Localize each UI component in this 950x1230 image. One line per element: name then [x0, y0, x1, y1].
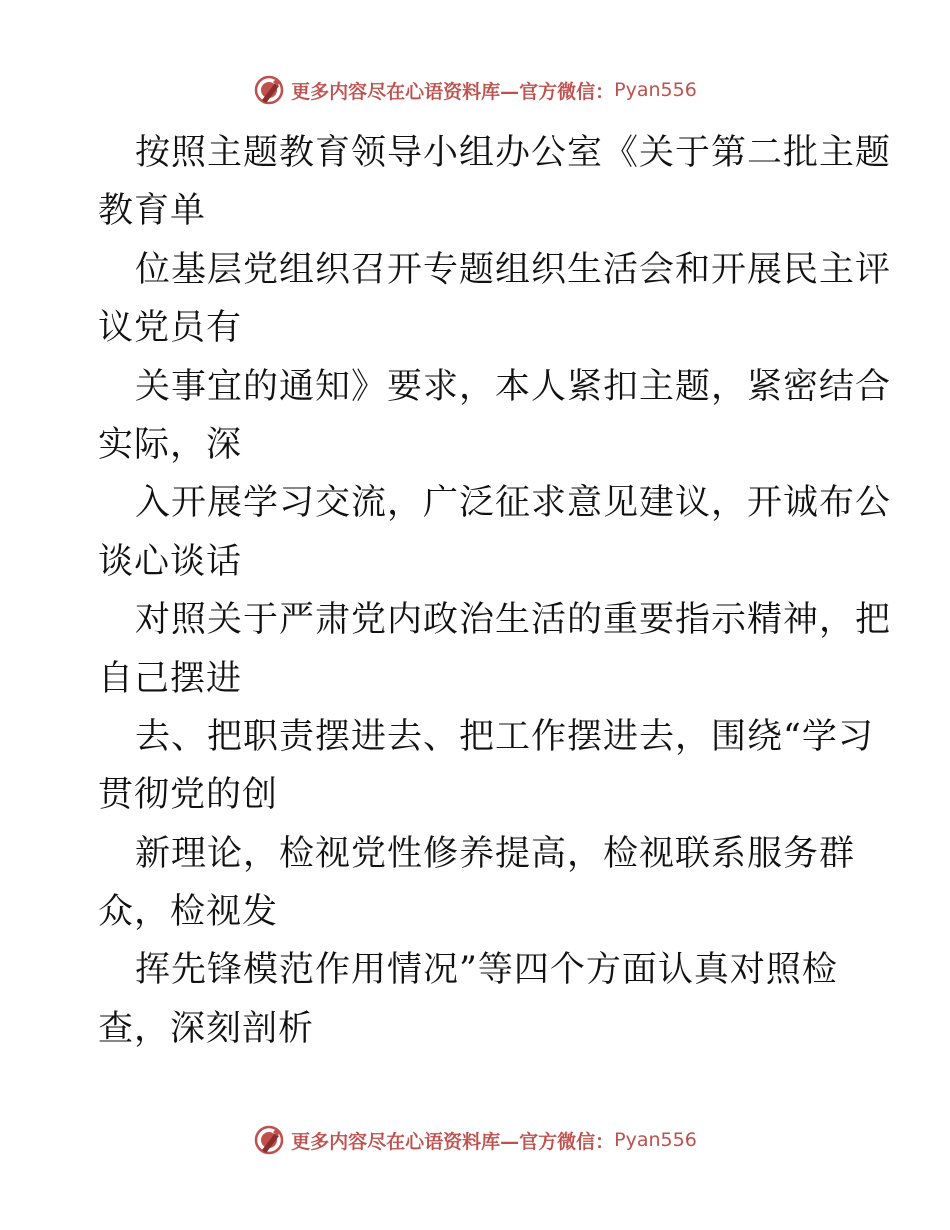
- body-line: 入开展学习交流，广泛征求意见建议，开诚布公: [135, 483, 892, 524]
- body-line: 自己摆进: [98, 658, 243, 699]
- banner-wechat-handle: Pyan556: [614, 1129, 697, 1151]
- body-line: 教育单: [98, 191, 207, 232]
- body-line: 新理论，检视党性修养提高，检视联系服务群: [135, 833, 856, 874]
- banner-wechat-handle: Pyan556: [614, 79, 697, 101]
- body-line: 对照关于严肃党内政治生活的重要指示精神，把: [135, 600, 892, 641]
- pen-logo-icon: [253, 74, 285, 106]
- banner-text: 更多内容尽在心语资料库—官方微信：: [291, 1130, 615, 1153]
- body-line: 众，检视发: [98, 892, 279, 933]
- header-banner: [0, 70, 950, 110]
- banner-text: 更多内容尽在心语资料库—官方微信：: [291, 80, 615, 103]
- body-line: 谈心谈话: [98, 541, 243, 582]
- body-line: 按照主题教育领导小组办公室《关于第二批主题: [135, 133, 892, 173]
- body-line: 实际，深: [98, 424, 243, 465]
- body-line: 位基层党组织召开专题组织生活会和开展民主评: [135, 249, 892, 290]
- body-line: 议党员有: [98, 308, 243, 349]
- body-line: 挥先锋模范作用情况”等四个方面认真对照检: [135, 950, 838, 991]
- body-line: 关事宜的通知》要求，本人紧扣主题，紧密结合: [135, 366, 892, 407]
- body-line: 去、把职责摆进去、把工作摆进去，围绕“学习: [135, 716, 874, 757]
- body-line: 贯彻党的创: [98, 775, 279, 816]
- body-line: 查，深刻剖析: [98, 1008, 315, 1049]
- pen-logo-icon: [253, 1124, 285, 1156]
- footer-banner: [0, 1120, 950, 1160]
- document-body: [98, 124, 892, 1058]
